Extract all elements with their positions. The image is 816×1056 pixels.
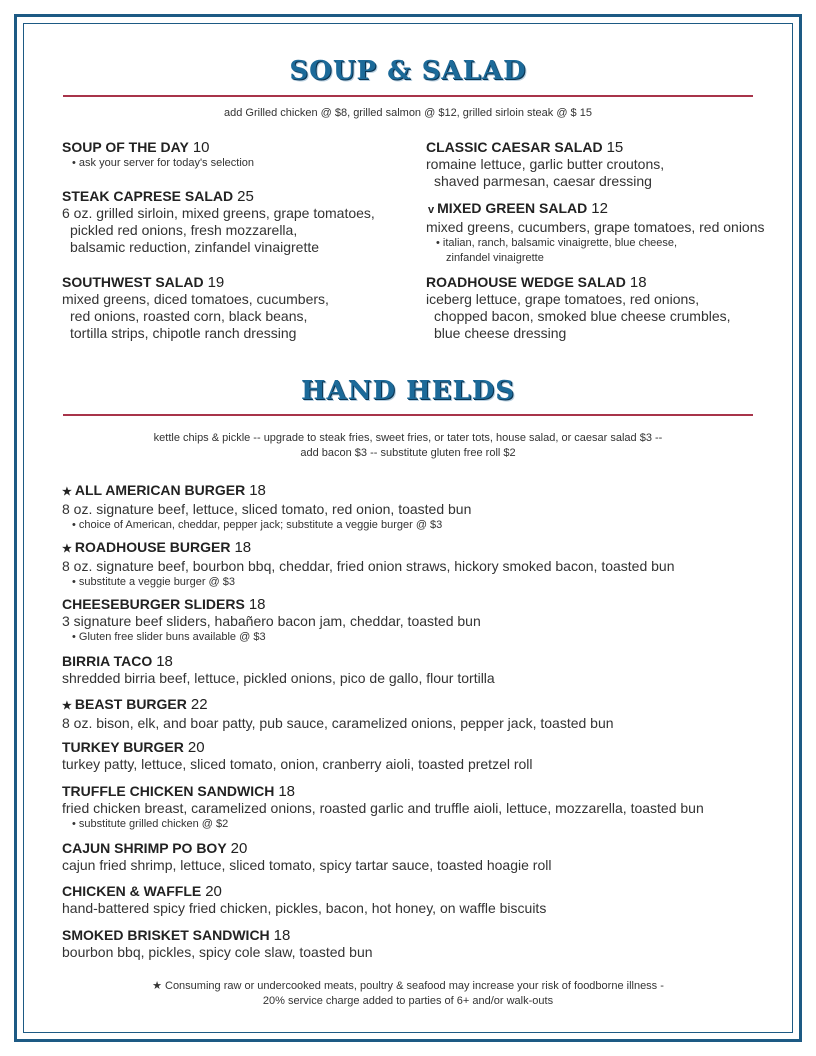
item-price: 18 <box>278 783 296 800</box>
item-description: balsamic reduction, zinfandel vinaigrette <box>70 239 320 255</box>
roadhouse-wedge-salad <box>426 274 796 342</box>
disclaimer-line: ★ Consuming raw or undercooked meats, poultry & seafood may increase your risk of foodborne illness - <box>152 980 664 992</box>
steak-caprese-salad <box>62 188 412 256</box>
item-price: 22 <box>190 696 208 713</box>
item-note: zinfandel vinaigrette <box>446 252 544 264</box>
birria-taco <box>62 653 782 687</box>
item-price: 20 <box>187 739 205 756</box>
southwest-salad <box>62 274 412 342</box>
item-description: 3 signature beef sliders, habañero bacon jam, cheddar, toasted bun <box>62 613 481 629</box>
all-american-burger <box>62 482 782 533</box>
hand-helds-title: HAND HELDS <box>300 376 516 406</box>
roadhouse-burger <box>62 539 782 590</box>
beast-burger <box>62 696 782 732</box>
item-price: 15 <box>606 139 624 156</box>
item-description: chopped bacon, smoked blue cheese crumbles, <box>434 308 731 324</box>
item-description: blue cheese dressing <box>434 325 567 341</box>
item-description: hand-battered spicy fried chicken, pickles, bacon, hot honey, on waffle biscuits <box>62 900 547 916</box>
item-price: 10 <box>192 139 210 156</box>
disclaimer-line: 20% service charge added to parties of 6+ and/or walk-outs <box>262 995 554 1007</box>
item-price: 18 <box>629 274 647 291</box>
sides-note-line: add bacon $3 -- substitute gluten free roll $2 <box>300 447 516 459</box>
item-description: shredded birria beef, lettuce, pickled onions, pico de gallo, flour tortilla <box>62 670 495 686</box>
item-description: 6 oz. grilled sirloin, mixed greens, grape tomatoes, <box>62 205 375 221</box>
item-price: 12 <box>591 200 608 217</box>
item-description: tortilla strips, chipotle ranch dressing <box>70 325 297 341</box>
item-description: cajun fried shrimp, lettuce, sliced tomato, spicy tartar sauce, toasted hoagie roll <box>62 857 552 873</box>
item-name: TRUFFLE CHICKEN SANDWICH <box>62 783 275 799</box>
hand-helds-sides-note <box>0 431 816 461</box>
item-price: 18 <box>273 927 291 944</box>
item-description: fried chicken breast, caramelized onions, roasted garlic and truffle aioli, lettuce, mozzarella, toasted bun <box>62 800 704 816</box>
item-name: STEAK CAPRESE SALAD <box>62 188 234 204</box>
item-name: SOUTHWEST SALAD <box>62 274 204 290</box>
item-name: BEAST BURGER <box>74 696 187 712</box>
item-note: • substitute grilled chicken @ $2 <box>72 818 229 830</box>
item-name: SMOKED BRISKET SANDWICH <box>62 927 270 943</box>
item-name: MIXED GREEN SALAD <box>437 200 588 216</box>
item-price: 18 <box>248 596 266 613</box>
item-note: • italian, ranch, balsamic vinaigrette, blue cheese, <box>436 237 678 249</box>
classic-caesar-salad <box>426 139 796 190</box>
star-icon: ★ <box>62 543 72 555</box>
truffle-chicken-sandwich <box>62 783 792 832</box>
chicken-and-waffle <box>62 883 782 917</box>
item-price: 20 <box>205 883 222 900</box>
footer-disclaimer <box>0 979 816 1009</box>
item-note: • choice of American, cheddar, pepper jack; substitute a veggie burger @ $3 <box>72 519 443 531</box>
item-price: 25 <box>237 188 254 205</box>
item-name: ROADHOUSE WEDGE SALAD <box>426 274 626 290</box>
item-description: pickled red onions, fresh mozzarella, <box>70 222 298 238</box>
item-name: ALL AMERICAN BURGER <box>74 482 246 498</box>
item-name: CHICKEN & WAFFLE <box>62 883 202 899</box>
mixed-green-salad <box>426 200 796 266</box>
item-name: BIRRIA TACO <box>62 653 153 669</box>
item-price: 18 <box>249 482 266 499</box>
item-price: 18 <box>234 539 252 556</box>
item-description: iceberg lettuce, grape tomatoes, red onions, <box>426 291 700 307</box>
soup-salad-title: SOUP & SALAD <box>289 56 527 86</box>
item-note: • Gluten free slider buns available @ $3 <box>72 631 266 643</box>
item-name: SOUP OF THE DAY <box>62 139 189 155</box>
item-price: 18 <box>156 653 173 670</box>
turkey-burger <box>62 739 782 773</box>
soup-salad-addons: add Grilled chicken @ $8, grilled salmon @ $12, grilled sirloin steak @ $ 15 <box>224 107 592 119</box>
item-description: 8 oz. bison, elk, and boar patty, pub sauce, caramelized onions, pepper jack, toasted bun <box>62 715 614 731</box>
item-name: CHEESEBURGER SLIDERS <box>62 596 245 612</box>
item-description: 8 oz. signature beef, bourbon bbq, cheddar, fried onion straws, hickory smoked bacon, toasted bun <box>62 558 675 574</box>
item-price: 19 <box>207 274 225 291</box>
item-description: 8 oz. signature beef, lettuce, sliced tomato, red onion, toasted bun <box>62 501 472 517</box>
item-description: turkey patty, lettuce, sliced tomato, onion, cranberry aioli, toasted pretzel roll <box>62 756 533 772</box>
vegetarian-icon: v <box>428 204 435 216</box>
item-description: mixed greens, diced tomatoes, cucumbers, <box>62 291 329 307</box>
hand-helds-rule <box>63 414 753 416</box>
cheeseburger-sliders <box>62 596 782 645</box>
soup-of-the-day <box>62 139 412 171</box>
star-icon: ★ <box>62 700 72 712</box>
smoked-brisket-sandwich <box>62 927 782 961</box>
item-description: bourbon bbq, pickles, spicy cole slaw, toasted bun <box>62 944 373 960</box>
item-description: shaved parmesan, caesar dressing <box>434 173 652 189</box>
item-note: • ask your server for today's selection <box>72 157 255 169</box>
cajun-shrimp-po-boy <box>62 840 782 874</box>
item-name: CLASSIC CAESAR SALAD <box>426 139 603 155</box>
soup-salad-rule <box>63 95 753 97</box>
item-description: romaine lettuce, garlic butter croutons, <box>426 156 665 172</box>
star-icon: ★ <box>62 486 72 498</box>
item-description: red onions, roasted corn, black beans, <box>70 308 308 324</box>
item-name: ROADHOUSE BURGER <box>74 539 231 555</box>
item-price: 20 <box>230 840 248 857</box>
item-name: TURKEY BURGER <box>62 739 184 755</box>
item-description: mixed greens, cucumbers, grape tomatoes, red onions <box>426 219 765 235</box>
sides-note-line: kettle chips & pickle -- upgrade to steak fries, sweet fries, or tater tots, house salad, or caesar salad $3 -- <box>153 432 663 444</box>
item-name: CAJUN SHRIMP PO BOY <box>62 840 227 856</box>
item-note: • substitute a veggie burger @ $3 <box>72 576 236 588</box>
